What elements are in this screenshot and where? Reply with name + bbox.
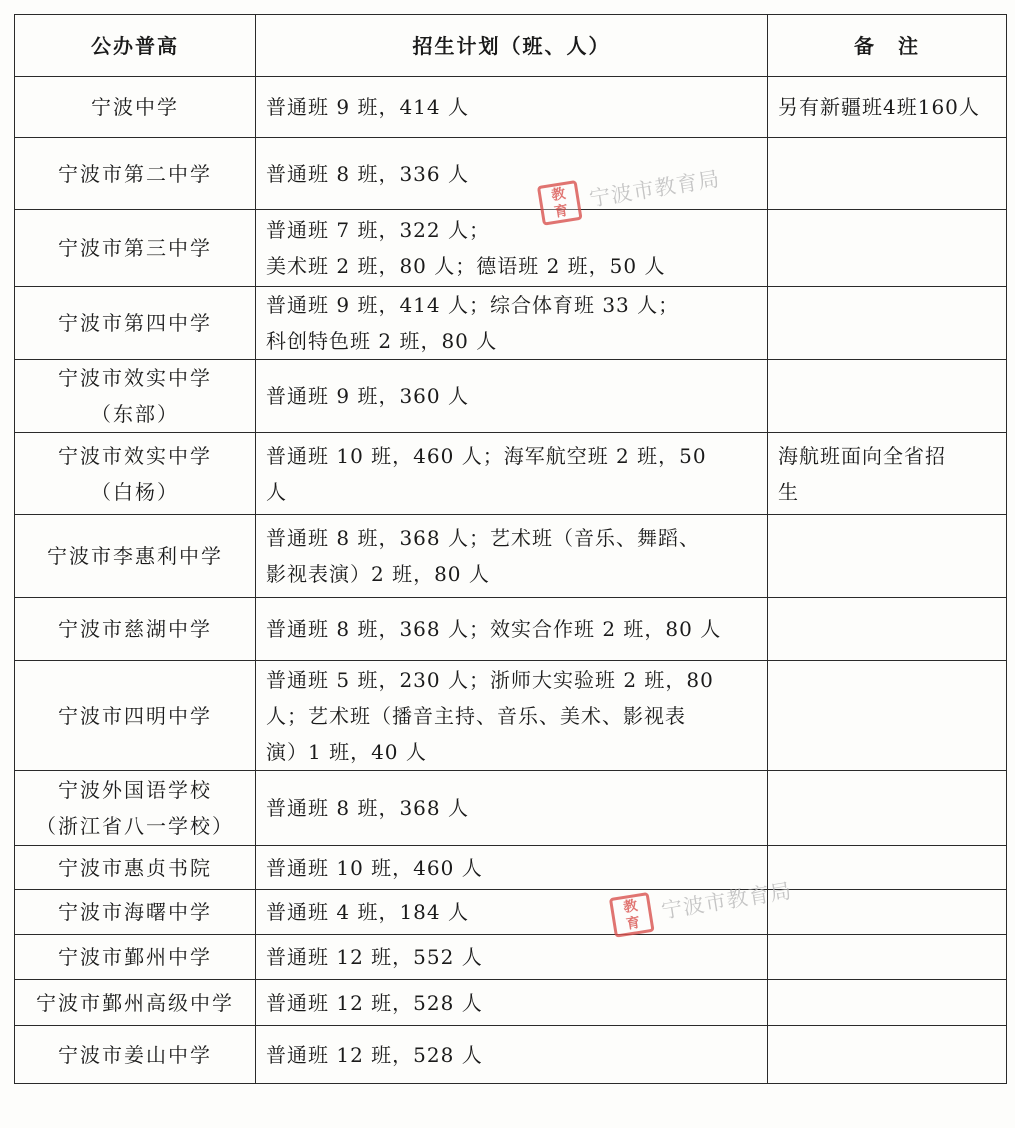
school-name-cell-line: （白杨） [91,479,179,504]
school-name-cell-line: 宁波市鄞州高级中学 [36,990,234,1015]
school-name-cell [15,210,256,287]
school-name-cell [15,980,256,1026]
school-name-cell [15,138,256,210]
enrollment-plan-cell [256,287,768,360]
remark-cell [768,77,1007,138]
enrollment-plan-table [14,14,1007,1084]
enrollment-plan-cell-line: 普通班 8 班，368 人；效实合作班 2 班，80 人 [266,617,722,641]
enrollment-plan-cell-line: 普通班 10 班，460 人 [266,855,483,880]
school-name-cell-line: 宁波市鄞州中学 [58,945,212,969]
remark-cell [768,846,1007,890]
table-row [15,360,1007,433]
enrollment-plan-cell-line: 普通班 9 班，360 人 [266,384,469,408]
remark-cell-line: 另有新疆班4班160人 [778,95,980,119]
table-row [15,661,1007,771]
table-header-row [15,15,1007,77]
school-name-cell [15,890,256,935]
school-name-cell-line: 宁波市效实中学 [58,366,212,390]
table-row [15,433,1007,515]
enrollment-plan-cell-line: 普通班 9 班，414 人；综合体育班 33 人； [266,293,680,317]
school-name-cell [15,846,256,890]
school-name-cell [15,77,256,138]
school-name-cell [15,935,256,980]
school-name-cell [15,515,256,598]
enrollment-plan-cell-line: 普通班 4 班，184 人 [266,900,469,924]
table-row [15,1026,1007,1084]
school-name-cell-line: 宁波市四明中学 [58,703,212,728]
table-row [15,771,1007,846]
remark-cell [768,771,1007,846]
table-row [15,935,1007,980]
school-name-cell-line: 宁波市效实中学 [58,443,212,468]
school-name-cell-line: 宁波外国语学校 [58,778,212,802]
school-name-cell-line: （浙江省八一学校） [36,814,234,838]
enrollment-plan-cell-line: 普通班 12 班，552 人 [266,945,483,969]
enrollment-plan-cell [256,846,768,890]
enrollment-plan-cell [256,935,768,980]
enrollment-plan-cell [256,515,768,598]
remark-cell-line: 生 [778,479,799,504]
remark-cell [768,935,1007,980]
enrollment-plan-cell-line: 普通班 8 班，336 人 [266,161,469,186]
table-row [15,515,1007,598]
seal-icon: 教 育 [537,180,583,226]
enrollment-plan-cell-line: 美术班 2 班，80 人；德语班 2 班，50 人 [266,254,666,278]
enrollment-plan-cell-line: 人 [266,479,287,504]
school-name-cell-line: 宁波市慈湖中学 [58,617,212,641]
enrollment-plan-cell-line: 影视表演）2 班，80 人 [266,562,490,586]
school-name-cell [15,1026,256,1084]
header-plan: 招生计划（班、人） [256,15,768,77]
remark-cell [768,138,1007,210]
school-name-cell-line: （东部） [91,402,179,426]
table-row [15,846,1007,890]
table-row [15,77,1007,138]
seal-icon: 教 育 [609,892,655,938]
remark-cell [768,287,1007,360]
enrollment-plan-cell [256,360,768,433]
enrollment-plan-cell-line: 普通班 8 班，368 人；艺术班（音乐、舞蹈、 [266,526,700,550]
enrollment-plan-cell-line: 普通班 12 班，528 人 [266,1042,483,1067]
remark-cell [768,1026,1007,1084]
enrollment-plan-cell-line: 普通班 12 班，528 人 [266,990,483,1015]
enrollment-plan-cell-line: 演）1 班，40 人 [266,739,427,764]
watermark-text: 宁波市教育局 [587,166,722,212]
remark-cell [768,661,1007,771]
table-row [15,138,1007,210]
school-name-cell [15,360,256,433]
enrollment-plan-cell [256,980,768,1026]
school-name-cell [15,771,256,846]
table-row [15,287,1007,360]
remark-cell [768,433,1007,515]
remark-cell [768,210,1007,287]
header-school: 公办普高 [15,15,256,77]
school-name-cell-line: 宁波中学 [91,95,179,119]
header-remark: 备 注 [768,15,1007,77]
school-name-cell [15,287,256,360]
enrollment-plan-cell [256,771,768,846]
enrollment-plan-cell-line: 普通班 8 班，368 人 [266,796,469,820]
school-name-cell [15,661,256,771]
enrollment-plan-cell [256,138,768,210]
remark-cell [768,890,1007,935]
school-name-cell-line: 宁波市姜山中学 [58,1042,212,1067]
enrollment-plan-cell [256,77,768,138]
school-name-cell-line: 宁波市第四中学 [58,311,212,335]
school-name-cell-line: 宁波市第二中学 [58,161,212,186]
enrollment-plan-cell-line: 普通班 5 班，230 人；浙师大实验班 2 班，80 [266,667,714,692]
enrollment-plan-cell-line: 普通班 9 班，414 人 [266,95,469,119]
enrollment-plan-cell [256,433,768,515]
table-row [15,598,1007,661]
table-row [15,210,1007,287]
enrollment-plan-cell-line: 普通班 10 班，460 人；海军航空班 2 班，50 [266,443,707,468]
enrollment-plan-cell [256,1026,768,1084]
enrollment-plan-cell-line: 普通班 7 班，322 人； [266,218,490,242]
enrollment-plan-cell-line: 人；艺术班（播音主持、音乐、美术、影视表 [266,703,686,728]
table-row [15,980,1007,1026]
school-name-cell-line: 宁波市海曙中学 [58,900,212,924]
school-name-cell [15,598,256,661]
enrollment-plan-cell [256,210,768,287]
watermark-text: 宁波市教育局 [659,878,794,924]
school-name-cell-line: 宁波市第三中学 [58,236,212,260]
school-name-cell-line: 宁波市惠贞书院 [58,855,212,880]
enrollment-plan-cell-line: 科创特色班 2 班，80 人 [266,329,498,353]
remark-cell [768,598,1007,661]
school-name-cell [15,433,256,515]
remark-cell [768,515,1007,598]
remark-cell [768,980,1007,1026]
enrollment-plan-cell [256,598,768,661]
table-row [15,890,1007,935]
enrollment-plan-cell [256,661,768,771]
school-name-cell-line: 宁波市李惠利中学 [47,544,223,568]
enrollment-plan-cell [256,890,768,935]
remark-cell [768,360,1007,433]
remark-cell-line: 海航班面向全省招 [778,443,946,468]
